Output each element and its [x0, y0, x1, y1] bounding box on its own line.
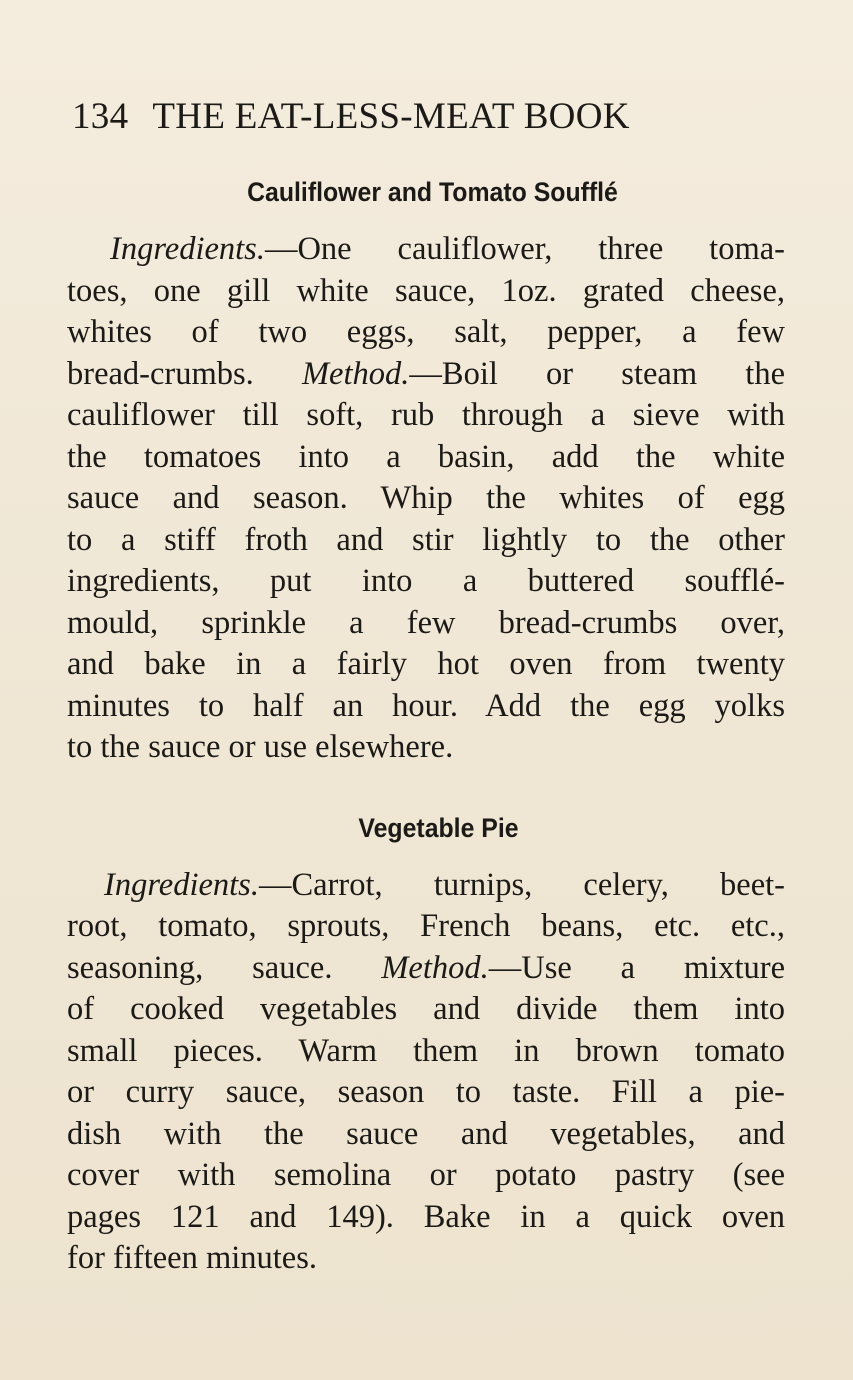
method-label: Method.: [301, 356, 410, 392]
text-line: mould, sprinkle a few bread-crumbs over,: [67, 605, 785, 641]
recipe-title: Cauliflower and Tomato Soufflé: [247, 177, 618, 207]
text-line: pages 121 and 149). Bake in a quick oven: [67, 1199, 785, 1235]
text-line: minutes to half an hour. Add the egg yolks: [67, 688, 785, 724]
ingredients-label: Ingredients.: [110, 231, 265, 267]
text-line: for fifteen minutes.: [67, 1240, 317, 1276]
book-title: THE EAT-LESS-MEAT BOOK: [152, 96, 630, 137]
text-line: bread-crumbs. Method.—Boil or steam the: [67, 356, 786, 392]
text-line: dish with the sauce and vegetables, and: [67, 1116, 785, 1152]
text-line: cauliflower till soft, rub through a sieve with: [67, 397, 785, 433]
text-line: ingredients, put into a buttered soufflé-: [67, 563, 785, 599]
text-line: or curry sauce, season to taste. Fill a pie-: [67, 1074, 785, 1110]
method-label: Method.: [381, 950, 489, 986]
text-line: and bake in a fairly hot oven from twenty: [67, 646, 785, 682]
text-line: small pieces. Warm them in brown tomato: [67, 1033, 785, 1069]
text-line: Ingredients.—Carrot, turnips, celery, beet-: [104, 867, 785, 903]
text-line: of cooked vegetables and divide them into: [67, 991, 785, 1027]
text-line: root, tomato, sprouts, French beans, etc. etc.,: [67, 908, 785, 944]
text-line: seasoning, sauce. Method.—Use a mixture: [67, 950, 785, 986]
text-line: whites of two eggs, salt, pepper, a few: [67, 314, 785, 350]
text-line: cover with semolina or potato pastry (see: [67, 1157, 785, 1193]
recipe-title: Vegetable Pie: [358, 813, 519, 843]
page-number: 134: [72, 96, 129, 137]
text-line: sauce and season. Whip the whites of egg: [67, 480, 785, 516]
running-head: [72, 92, 712, 142]
text-line: to the sauce or use elsewhere.: [67, 729, 454, 765]
text-line: toes, one gill white sauce, 1oz. grated cheese,: [67, 273, 785, 309]
text-line: the tomatoes into a basin, add the white: [67, 439, 785, 475]
text-line: to a stiff froth and stir lightly to the other: [67, 522, 785, 558]
ingredients-label: Ingredients.: [104, 867, 259, 903]
text-line: Ingredients.—One cauliflower, three toma-: [110, 231, 785, 267]
